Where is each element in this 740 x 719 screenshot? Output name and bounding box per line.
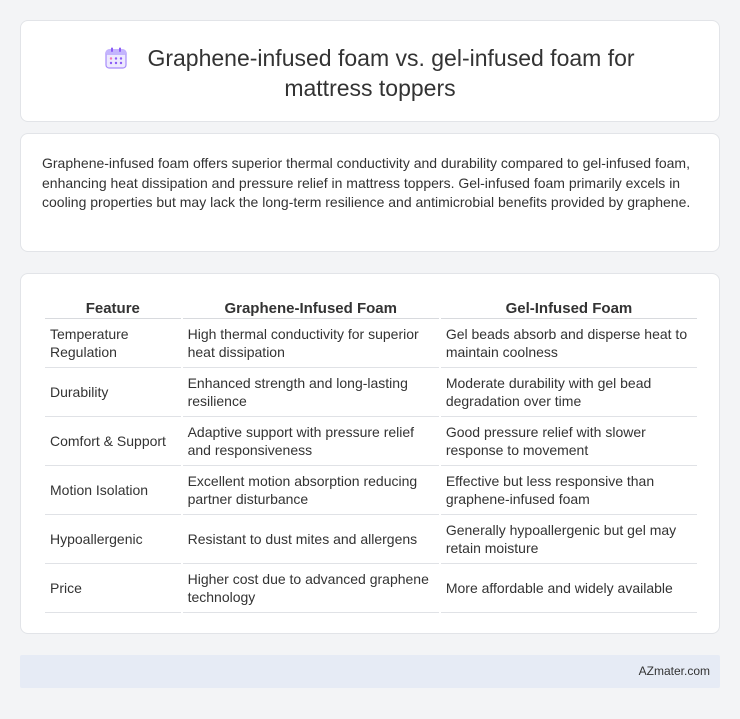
feature-cell: Hypoallergenic: [45, 515, 181, 564]
gel-cell: Effective but less responsive than graphene-infused foam: [441, 466, 697, 515]
gel-cell: Gel beads absorb and disperse heat to maintain coolness: [441, 319, 697, 368]
summary-text: Graphene-infused foam offers superior thermal conductivity and durability compared to gel-infused foam, enhancing heat dissipation and pressure relief in mattress toppers. Gel-infused foam primarily excels in cooling properties but may lack the long-term resilience and antimicrobial benefits provided by graphene.: [42, 155, 691, 210]
graphene-cell: Resistant to dust mites and allergens: [183, 515, 439, 564]
table-row: [45, 368, 697, 417]
feature-cell: Price: [45, 564, 181, 613]
column-header-feature: Feature: [45, 294, 181, 319]
summary-card: [20, 133, 720, 252]
footer-brand: AZmater.com: [638, 664, 710, 678]
table-row: [45, 515, 697, 564]
comparison-table: [43, 294, 699, 613]
feature-cell: Temperature Regulation: [45, 319, 181, 368]
title-line-2: mattress toppers: [284, 75, 456, 101]
feature-cell: Comfort & Support: [45, 417, 181, 466]
column-header-gel: Gel-Infused Foam: [441, 294, 697, 319]
feature-cell: Motion Isolation: [45, 466, 181, 515]
page-title: [21, 43, 719, 103]
graphene-cell: Higher cost due to advanced graphene technology: [183, 564, 439, 613]
title-line-1: Graphene-infused foam vs. gel-infused foam for: [147, 45, 635, 71]
graphene-cell: High thermal conductivity for superior heat dissipation: [183, 319, 439, 368]
graphene-cell: Adaptive support with pressure relief and responsiveness: [183, 417, 439, 466]
graphene-cell: Excellent motion absorption reducing partner disturbance: [183, 466, 439, 515]
table-row: [45, 564, 697, 613]
footer-bar: [20, 655, 720, 688]
comparison-card: [20, 273, 720, 634]
table-row: [45, 319, 697, 368]
graphene-cell: Enhanced strength and long-lasting resilience: [183, 368, 439, 417]
title-card: [20, 20, 720, 122]
gel-cell: More affordable and widely available: [441, 564, 697, 613]
calendar-icon: [105, 47, 127, 69]
feature-cell: Durability: [45, 368, 181, 417]
table-row: [45, 417, 697, 466]
gel-cell: Moderate durability with gel bead degradation over time: [441, 368, 697, 417]
table-header-row: [45, 294, 697, 319]
column-header-graphene: Graphene-Infused Foam: [183, 294, 439, 319]
table-row: [45, 466, 697, 515]
gel-cell: Generally hypoallergenic but gel may retain moisture: [441, 515, 697, 564]
gel-cell: Good pressure relief with slower response to movement: [441, 417, 697, 466]
